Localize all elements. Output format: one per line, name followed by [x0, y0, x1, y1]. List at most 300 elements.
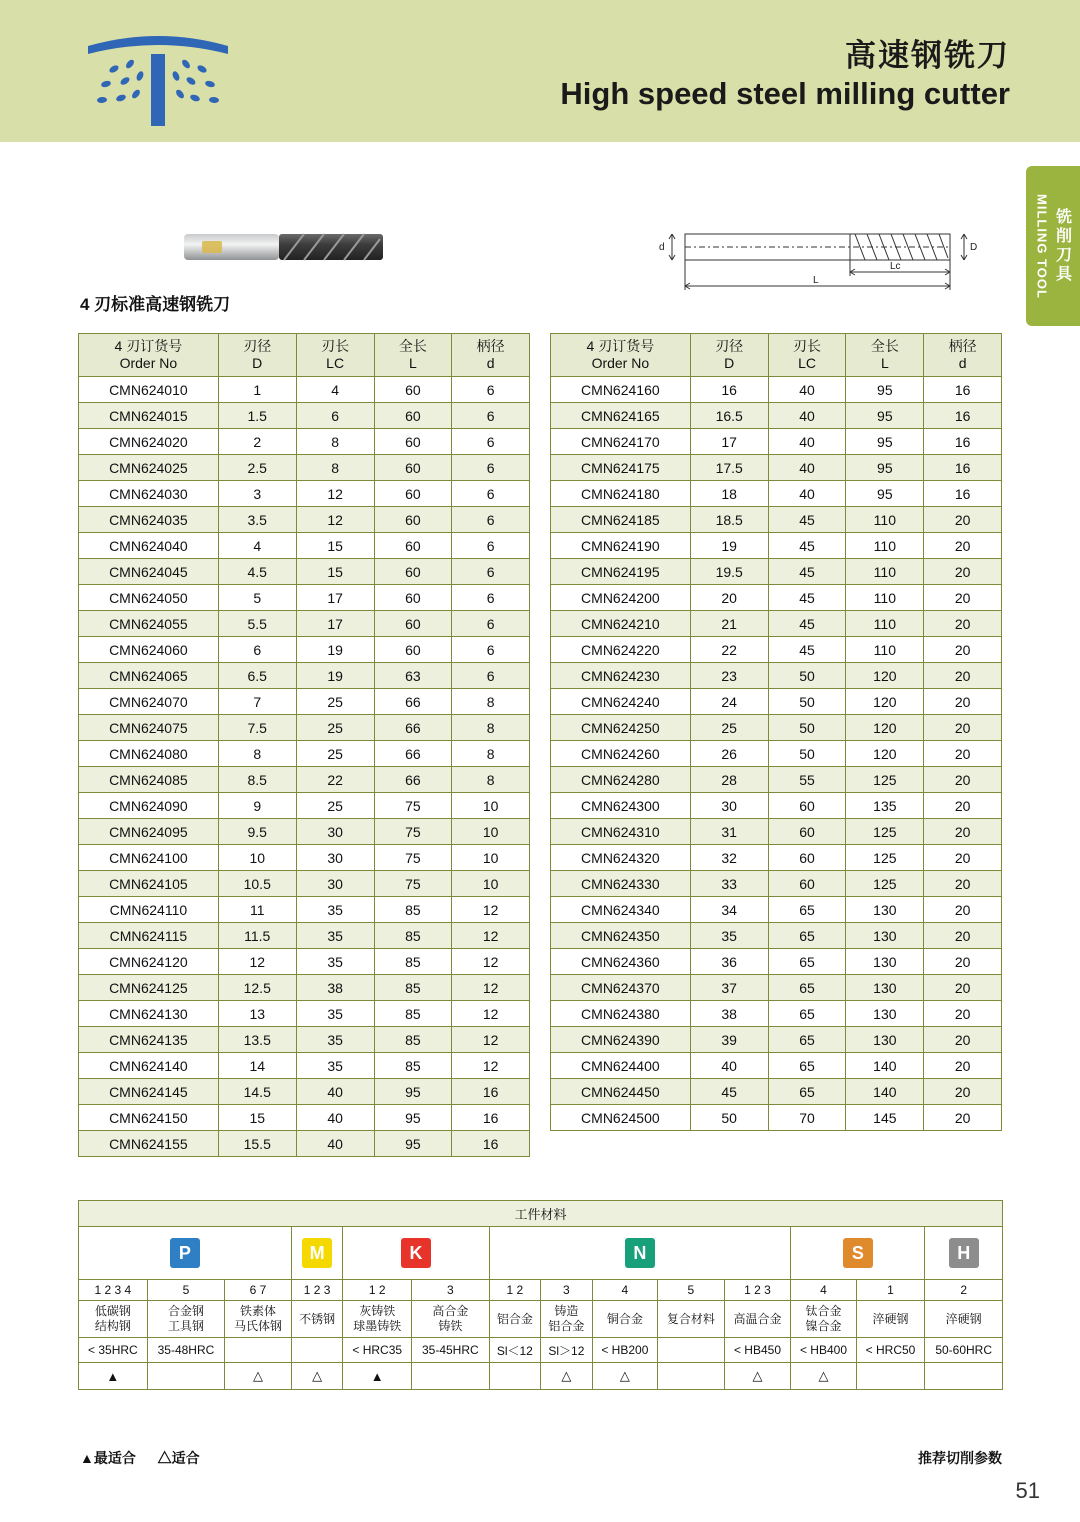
column-header-en: d: [486, 355, 495, 371]
value-cell: 16: [452, 1079, 530, 1105]
value-cell: 12.5: [218, 975, 296, 1001]
table-row: [551, 429, 1002, 455]
order-no-cell: CMN624035: [79, 507, 219, 533]
value-cell: 19: [296, 663, 374, 689]
value-cell: 50: [768, 663, 846, 689]
value-cell: 35: [296, 1053, 374, 1079]
spec-table-left-head: [79, 334, 530, 377]
order-no-cell: CMN624125: [79, 975, 219, 1001]
value-cell: 6: [452, 585, 530, 611]
value-cell: 20: [924, 1053, 1002, 1079]
value-cell: 16: [924, 481, 1002, 507]
order-no-cell: CMN624175: [551, 455, 691, 481]
value-cell: 60: [374, 585, 452, 611]
material-hardness: [225, 1338, 292, 1363]
table-row: [551, 1053, 1002, 1079]
value-cell: 135: [846, 793, 924, 819]
value-cell: 110: [846, 559, 924, 585]
value-cell: 32: [690, 845, 768, 871]
table-row: [79, 429, 530, 455]
value-cell: 16.5: [690, 403, 768, 429]
order-no-cell: CMN624085: [79, 767, 219, 793]
order-no-cell: CMN624165: [551, 403, 691, 429]
value-cell: 15: [296, 533, 374, 559]
value-cell: 35: [690, 923, 768, 949]
value-cell: 8: [218, 741, 296, 767]
value-cell: 60: [374, 533, 452, 559]
material-number: 4: [592, 1280, 657, 1301]
column-header-en: LC: [798, 355, 816, 371]
svg-text:Lc: Lc: [890, 261, 901, 272]
value-cell: 45: [690, 1079, 768, 1105]
order-no-cell: CMN624045: [79, 559, 219, 585]
value-cell: 60: [768, 871, 846, 897]
value-cell: 20: [924, 1001, 1002, 1027]
value-cell: 60: [374, 377, 452, 403]
order-no-cell: CMN624095: [79, 819, 219, 845]
order-no-cell: CMN624135: [79, 1027, 219, 1053]
dimension-drawing: [650, 212, 1000, 302]
value-cell: 20: [924, 585, 1002, 611]
order-no-cell: CMN624210: [551, 611, 691, 637]
value-cell: 26: [690, 741, 768, 767]
value-cell: 65: [768, 1027, 846, 1053]
order-no-cell: CMN624055: [79, 611, 219, 637]
table-row: [551, 585, 1002, 611]
value-cell: 45: [768, 533, 846, 559]
material-title: 工件材料: [79, 1201, 1003, 1227]
material-hardness: < HB450: [724, 1338, 791, 1363]
material-number: 1 2: [489, 1280, 541, 1301]
table-row: [79, 741, 530, 767]
column-header-en: L: [880, 355, 889, 371]
value-cell: 3: [218, 481, 296, 507]
column-header-en: Order No: [119, 355, 178, 371]
table-row: [551, 637, 1002, 663]
material-hardness: 50-60HRC: [925, 1338, 1003, 1363]
section-title: 4 刃标准高速钢铣刀: [80, 295, 231, 314]
material-name: 灰铸铁 球墨铸铁: [343, 1301, 412, 1338]
value-cell: 20: [924, 845, 1002, 871]
value-cell: 16: [924, 377, 1002, 403]
order-no-cell: CMN624025: [79, 455, 219, 481]
column-header-cn: 全长: [398, 338, 427, 354]
value-cell: 18: [690, 481, 768, 507]
table-row: [79, 585, 530, 611]
value-cell: 20: [924, 715, 1002, 741]
value-cell: 110: [846, 637, 924, 663]
value-cell: 30: [296, 845, 374, 871]
side-tab-label-en: MILLING TOOL: [1034, 193, 1050, 299]
material-title-row: [79, 1201, 1003, 1227]
material-suitability-mark: △: [541, 1363, 593, 1390]
value-cell: 120: [846, 663, 924, 689]
material-hardness: < HRC50: [856, 1338, 925, 1363]
table-row: [551, 663, 1002, 689]
order-no-cell: CMN624080: [79, 741, 219, 767]
table-row: [79, 611, 530, 637]
value-cell: 17: [296, 585, 374, 611]
material-mark-row: [79, 1363, 1003, 1390]
value-cell: 50: [768, 741, 846, 767]
order-no-cell: CMN624450: [551, 1079, 691, 1105]
material-group-m: [291, 1227, 343, 1280]
value-cell: 19.5: [690, 559, 768, 585]
column-header-cn: 刃长: [793, 338, 822, 354]
column-header-cn: 柄径: [948, 338, 977, 354]
value-cell: 6: [218, 637, 296, 663]
table-row: [79, 689, 530, 715]
value-cell: 20: [924, 975, 1002, 1001]
column-header-en: L: [408, 355, 417, 371]
material-name-row: [79, 1301, 1003, 1338]
value-cell: 130: [846, 975, 924, 1001]
value-cell: 20: [924, 559, 1002, 585]
side-tab-milling-tool[interactable]: [1026, 166, 1080, 326]
material-number: 5: [658, 1280, 725, 1301]
column-header: [846, 334, 924, 377]
table-row: [79, 403, 530, 429]
table-row: [79, 871, 530, 897]
value-cell: 9: [218, 793, 296, 819]
order-no-cell: CMN624170: [551, 429, 691, 455]
table-row: [551, 767, 1002, 793]
material-suitability-mark: [412, 1363, 490, 1390]
header-titles: [560, 38, 1010, 114]
value-cell: 125: [846, 871, 924, 897]
table-row: [79, 1079, 530, 1105]
table-row: [79, 533, 530, 559]
value-cell: 6: [452, 533, 530, 559]
value-cell: 130: [846, 1001, 924, 1027]
column-header: [924, 334, 1002, 377]
material-badge-icon: K: [401, 1238, 431, 1268]
value-cell: 28: [690, 767, 768, 793]
value-cell: 10: [452, 871, 530, 897]
value-cell: 35: [296, 1001, 374, 1027]
material-name: 合金钢 工具钢: [147, 1301, 225, 1338]
value-cell: 40: [768, 429, 846, 455]
value-cell: 45: [768, 637, 846, 663]
value-cell: 60: [374, 559, 452, 585]
material-name: 低碳钢 结构钢: [79, 1301, 148, 1338]
value-cell: 85: [374, 1001, 452, 1027]
value-cell: 35: [296, 897, 374, 923]
legend-suitable: △适合: [157, 1450, 200, 1466]
material-hardness: 35-48HRC: [147, 1338, 225, 1363]
material-number-row: [79, 1280, 1003, 1301]
value-cell: 2: [218, 429, 296, 455]
order-no-cell: CMN624330: [551, 871, 691, 897]
material-name: 铝合金: [489, 1301, 541, 1338]
material-name: 铁素体 马氏体钢: [225, 1301, 292, 1338]
value-cell: 12: [218, 949, 296, 975]
order-no-cell: CMN624370: [551, 975, 691, 1001]
column-header-en: LC: [326, 355, 345, 371]
material-number: 1 2 3: [291, 1280, 343, 1301]
value-cell: 7: [218, 689, 296, 715]
material-badge-icon: S: [843, 1238, 873, 1268]
value-cell: 8: [452, 767, 530, 793]
material-suitability-mark: △: [791, 1363, 856, 1390]
value-cell: 66: [374, 741, 452, 767]
value-cell: 40: [768, 403, 846, 429]
material-name: 复合材料: [658, 1301, 725, 1338]
order-no-cell: CMN624185: [551, 507, 691, 533]
order-no-cell: CMN624350: [551, 923, 691, 949]
table-row: [551, 611, 1002, 637]
order-no-cell: CMN624280: [551, 767, 691, 793]
value-cell: 20: [924, 533, 1002, 559]
value-cell: 10.5: [218, 871, 296, 897]
value-cell: 13.5: [218, 1027, 296, 1053]
material-hardness: < HB200: [592, 1338, 657, 1363]
page-title-en: High speed steel milling cutter: [560, 76, 1010, 111]
value-cell: 12: [452, 1053, 530, 1079]
table-row: [79, 377, 530, 403]
value-cell: 65: [768, 897, 846, 923]
value-cell: 140: [846, 1053, 924, 1079]
material-name: 不锈钢: [291, 1301, 343, 1338]
starburst-logo: [78, 24, 238, 129]
value-cell: 10: [452, 793, 530, 819]
order-no-cell: CMN624110: [79, 897, 219, 923]
value-cell: 45: [768, 585, 846, 611]
value-cell: 5.5: [218, 611, 296, 637]
material-number: 1 2 3 4: [79, 1280, 148, 1301]
value-cell: 8.5: [218, 767, 296, 793]
table-row: [551, 403, 1002, 429]
table-row: [79, 1001, 530, 1027]
column-header-en: D: [252, 355, 263, 371]
material-number: 5: [147, 1280, 225, 1301]
table-row: [79, 1105, 530, 1131]
value-cell: 20: [924, 767, 1002, 793]
value-cell: 85: [374, 897, 452, 923]
value-cell: 130: [846, 1027, 924, 1053]
value-cell: 6: [452, 429, 530, 455]
value-cell: 65: [768, 1001, 846, 1027]
material-badge-icon: N: [625, 1238, 655, 1268]
value-cell: 11.5: [218, 923, 296, 949]
table-row: [79, 975, 530, 1001]
page-header: [0, 0, 1080, 142]
value-cell: 16: [452, 1105, 530, 1131]
value-cell: 20: [924, 1105, 1002, 1131]
value-cell: 145: [846, 1105, 924, 1131]
value-cell: 125: [846, 767, 924, 793]
value-cell: 12: [452, 923, 530, 949]
column-header-cn: 刃径: [243, 338, 272, 354]
table-row: [79, 1027, 530, 1053]
table-row: [79, 455, 530, 481]
table-row: [551, 819, 1002, 845]
material-number: 2: [925, 1280, 1003, 1301]
table-row: [79, 559, 530, 585]
table-row: [79, 949, 530, 975]
order-no-cell: CMN624130: [79, 1001, 219, 1027]
table-row: [79, 481, 530, 507]
value-cell: 125: [846, 819, 924, 845]
value-cell: 130: [846, 949, 924, 975]
value-cell: 10: [452, 819, 530, 845]
value-cell: 24: [690, 689, 768, 715]
column-header-cn: 4 刃订货号: [586, 338, 655, 354]
order-no-cell: CMN624105: [79, 871, 219, 897]
material-number: 4: [791, 1280, 856, 1301]
order-no-cell: CMN624030: [79, 481, 219, 507]
order-no-cell: CMN624240: [551, 689, 691, 715]
order-no-cell: CMN624140: [79, 1053, 219, 1079]
value-cell: 37: [690, 975, 768, 1001]
material-number: 6 7: [225, 1280, 292, 1301]
value-cell: 6: [296, 403, 374, 429]
value-cell: 35: [296, 1027, 374, 1053]
value-cell: 85: [374, 1053, 452, 1079]
material-number: 3: [412, 1280, 490, 1301]
order-no-cell: CMN624090: [79, 793, 219, 819]
value-cell: 7.5: [218, 715, 296, 741]
table-row: [79, 1053, 530, 1079]
value-cell: 120: [846, 689, 924, 715]
column-header-cn: 4 刃订货号: [114, 338, 183, 354]
order-no-cell: CMN624310: [551, 819, 691, 845]
material-group-row: [79, 1227, 1003, 1280]
value-cell: 5: [218, 585, 296, 611]
value-cell: 65: [768, 949, 846, 975]
value-cell: 65: [768, 1053, 846, 1079]
value-cell: 6: [452, 611, 530, 637]
material-number: 3: [541, 1280, 593, 1301]
value-cell: 12: [452, 949, 530, 975]
value-cell: 60: [374, 611, 452, 637]
value-cell: 16: [924, 455, 1002, 481]
value-cell: 75: [374, 819, 452, 845]
table-row: [551, 533, 1002, 559]
column-header: [551, 334, 691, 377]
column-header: [79, 334, 219, 377]
order-no-cell: CMN624340: [551, 897, 691, 923]
workpiece-material-table: [78, 1200, 1003, 1390]
spec-table-right-body: [551, 377, 1002, 1131]
value-cell: 22: [690, 637, 768, 663]
value-cell: 6.5: [218, 663, 296, 689]
table-row: [551, 507, 1002, 533]
material-suitability-mark: [658, 1363, 725, 1390]
material-group-p: [79, 1227, 292, 1280]
value-cell: 75: [374, 793, 452, 819]
value-cell: 95: [846, 481, 924, 507]
value-cell: 20: [924, 611, 1002, 637]
value-cell: 6: [452, 663, 530, 689]
value-cell: 6: [452, 559, 530, 585]
value-cell: 1.5: [218, 403, 296, 429]
value-cell: 20: [924, 949, 1002, 975]
material-hardness: < 35HRC: [79, 1338, 148, 1363]
value-cell: 38: [296, 975, 374, 1001]
table-row: [551, 689, 1002, 715]
order-no-cell: CMN624390: [551, 1027, 691, 1053]
value-cell: 15: [218, 1105, 296, 1131]
table-row: [79, 819, 530, 845]
value-cell: 45: [768, 559, 846, 585]
order-no-cell: CMN624160: [551, 377, 691, 403]
value-cell: 40: [296, 1131, 374, 1157]
order-no-cell: CMN624400: [551, 1053, 691, 1079]
value-cell: 30: [296, 871, 374, 897]
recommend-label: 推荐切削参数: [918, 1450, 1002, 1466]
table-row: [551, 715, 1002, 741]
value-cell: 40: [690, 1053, 768, 1079]
value-cell: 63: [374, 663, 452, 689]
value-cell: 110: [846, 585, 924, 611]
material-suitability-mark: [925, 1363, 1003, 1390]
spec-table-right-head: [551, 334, 1002, 377]
order-no-cell: CMN624260: [551, 741, 691, 767]
order-no-cell: CMN624150: [79, 1105, 219, 1131]
value-cell: 25: [296, 741, 374, 767]
value-cell: 65: [768, 975, 846, 1001]
value-cell: 6: [452, 637, 530, 663]
value-cell: 16: [924, 429, 1002, 455]
value-cell: 66: [374, 767, 452, 793]
order-no-cell: CMN624100: [79, 845, 219, 871]
order-no-cell: CMN624020: [79, 429, 219, 455]
value-cell: 22: [296, 767, 374, 793]
value-cell: 125: [846, 845, 924, 871]
column-header: [452, 334, 530, 377]
value-cell: 3.5: [218, 507, 296, 533]
value-cell: 75: [374, 871, 452, 897]
order-no-cell: CMN624075: [79, 715, 219, 741]
order-no-cell: CMN624065: [79, 663, 219, 689]
value-cell: 12: [296, 481, 374, 507]
table-row: [551, 949, 1002, 975]
material-hardness: < HRC35: [343, 1338, 412, 1363]
order-no-cell: CMN624320: [551, 845, 691, 871]
table-row: [79, 1131, 530, 1157]
table-row: [551, 559, 1002, 585]
material-badge-icon: M: [302, 1238, 332, 1268]
column-header-en: Order No: [591, 355, 650, 371]
value-cell: 4.5: [218, 559, 296, 585]
value-cell: 50: [690, 1105, 768, 1131]
order-no-cell: CMN624120: [79, 949, 219, 975]
value-cell: 95: [846, 455, 924, 481]
order-no-cell: CMN624060: [79, 637, 219, 663]
material-name: 钛合金 镍合金: [791, 1301, 856, 1338]
value-cell: 120: [846, 715, 924, 741]
value-cell: 95: [374, 1105, 452, 1131]
value-cell: 130: [846, 923, 924, 949]
value-cell: 95: [374, 1079, 452, 1105]
table-row: [551, 1105, 1002, 1131]
value-cell: 110: [846, 533, 924, 559]
value-cell: 9.5: [218, 819, 296, 845]
order-no-cell: CMN624300: [551, 793, 691, 819]
value-cell: 13: [218, 1001, 296, 1027]
material-group-s: [791, 1227, 925, 1280]
value-cell: 20: [924, 897, 1002, 923]
spec-table-left: [78, 333, 530, 1157]
column-header: [296, 334, 374, 377]
column-header-cn: 柄径: [476, 338, 505, 354]
material-hardness: Sl＞12: [541, 1338, 593, 1363]
value-cell: 40: [296, 1079, 374, 1105]
value-cell: 110: [846, 611, 924, 637]
value-cell: 85: [374, 975, 452, 1001]
value-cell: 30: [296, 819, 374, 845]
